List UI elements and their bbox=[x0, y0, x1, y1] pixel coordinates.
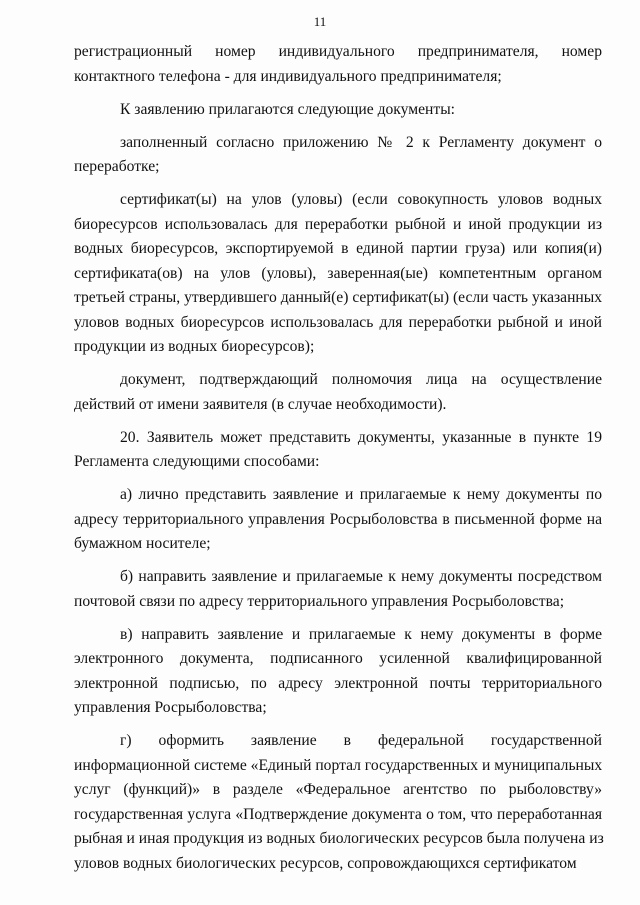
paragraph-line: рыбная и иная продукция из водных биологических ресурсов была получена из bbox=[74, 830, 604, 847]
paragraph-line: биоресурсов использовалась для переработки рыбной и иной продукции из bbox=[74, 215, 602, 233]
paragraph-line: в) направить заявление и прилагаемые к нему документы в форме bbox=[120, 625, 602, 643]
paragraph-line: действий от имени заявителя (в случае необходимости). bbox=[74, 395, 447, 413]
paragraph bbox=[74, 98, 602, 123]
paragraph-line: сертификата(ов) на улов (уловы), заверенная(ые) компетентным органом bbox=[74, 264, 602, 282]
paragraph-line: контактного телефона - для индивидуального предпринимателя; bbox=[74, 67, 502, 85]
paragraph-line: почтовой связи по адресу территориального управления Росрыболовства; bbox=[74, 592, 565, 610]
paragraph-line: Регламента следующими способами: bbox=[74, 453, 320, 470]
paragraph-line: услуг (функций)» в разделе «Федеральное агентство по рыболовству» bbox=[74, 781, 602, 798]
paragraph-line: К заявлению прилагаются следующие документы: bbox=[120, 100, 456, 118]
paragraph-line: г) оформить заявление в федеральной государственной bbox=[120, 732, 602, 749]
document-body bbox=[74, 40, 602, 885]
paragraph-line: третьей страны, утвердившего данный(е) сертификат(ы) (если часть указанных bbox=[74, 289, 603, 306]
paragraph-line: управления Росрыболовства; bbox=[74, 699, 267, 716]
paragraph-line: адресу территориального управления Росрыболовства в письменной форме на bbox=[74, 510, 602, 528]
paragraph bbox=[74, 188, 602, 360]
paragraph bbox=[74, 426, 602, 475]
paragraph-line: электронной подписью, по адресу электронной почты территориального bbox=[74, 674, 602, 692]
paragraph bbox=[74, 368, 602, 417]
page-number: 11 bbox=[313, 14, 327, 29]
paragraph-line: переработке; bbox=[74, 158, 160, 175]
paragraph bbox=[74, 729, 602, 876]
paragraph-line: государственная услуга «Подтверждение документа о том, что переработанная bbox=[74, 805, 602, 823]
paragraph bbox=[74, 40, 602, 89]
paragraph-line: 20. Заявитель может представить документы, указанные в пункте 19 bbox=[120, 428, 602, 446]
paragraph-line: регистрационный номер индивидуального предпринимателя, номер bbox=[74, 43, 602, 60]
paragraph-line: электронного документа, подписанного усиленной квалифицированной bbox=[74, 650, 602, 667]
paragraph-line: уловов водных биологических ресурсов, сопровождающихся сертификатом bbox=[74, 854, 577, 872]
paragraph-line: заполненный согласно приложению № 2 к Регламенту документ о bbox=[120, 133, 602, 151]
paragraph-line: б) направить заявление и прилагаемые к нему документы посредством bbox=[120, 568, 602, 585]
paragraph-line: документ, подтверждающий полномочия лица на осуществление bbox=[120, 371, 602, 388]
paragraph-line: уловов водных биоресурсов использовалась для переработки рыбной и иной bbox=[74, 313, 602, 331]
paragraph bbox=[74, 565, 602, 614]
paragraph-line: сертификат(ы) на улов (уловы) (если совокупность уловов водных bbox=[120, 191, 602, 208]
paragraph bbox=[74, 131, 602, 180]
paragraph-line: информационной системе «Единый портал государственных и муниципальных bbox=[74, 756, 603, 774]
paragraph-line: водных биоресурсов, экспортируемой в единой партии груза) или копия(и) bbox=[74, 240, 602, 257]
paragraph-line: бумажном носителе; bbox=[74, 535, 211, 552]
paragraph bbox=[74, 483, 602, 557]
paragraph-line: а) лично представить заявление и прилагаемые к нему документы по bbox=[120, 486, 602, 503]
paragraph bbox=[74, 623, 602, 721]
paragraph-line: продукции из водных биоресурсов); bbox=[74, 338, 315, 355]
